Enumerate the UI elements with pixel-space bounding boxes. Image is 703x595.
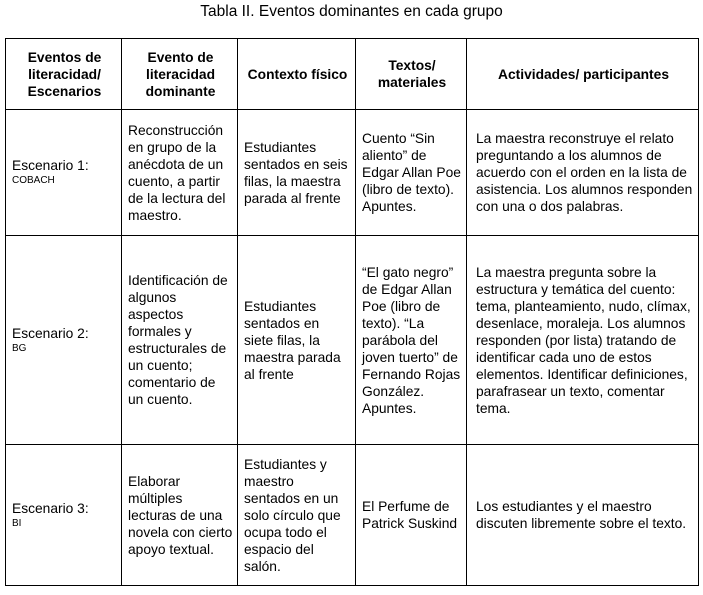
actividades-cell: Los estudiantes y el maestro discuten libremente sobre el texto.: [467, 445, 699, 586]
events-table: [5, 38, 699, 586]
escenario-cell: [6, 236, 122, 445]
contexto-cell: Estudiantes sentados en siete filas, la maestra parada al frente: [238, 236, 356, 445]
grupo-label: COBACH: [12, 175, 55, 186]
actividades-cell: La maestra reconstruye el relato preguntando a los alumnos de acuerdo con el orden en la lista de asistencia. Los alumnos responden con una o dos palabras.: [467, 110, 699, 236]
table-row: [6, 445, 699, 586]
escenario-label: Escenario 3:: [12, 500, 89, 516]
header-evento: Evento de literacidad dominante: [122, 39, 238, 110]
header-escenarios: Eventos de literacidad/ Escenarios: [6, 39, 122, 110]
contexto-cell: Estudiantes y maestro sentados en un solo círculo que ocupa todo el espacio del salón.: [238, 445, 356, 586]
table-caption: Tabla II. Eventos dominantes en cada grupo: [200, 3, 503, 20]
grupo-label: BG: [12, 342, 27, 354]
header-contexto: Contexto físico: [238, 39, 356, 110]
evento-cell: Identificación de algunos aspectos formales y estructurales de un cuento; comentario de un cuento.: [122, 236, 238, 445]
grupo-label: BI: [12, 517, 22, 529]
table-row: [6, 110, 699, 236]
escenario-label: Escenario 1:: [12, 158, 89, 173]
escenario-cell: [6, 445, 122, 586]
contexto-cell: Estudiantes sentados en seis filas, la maestra parada al frente: [238, 110, 356, 236]
table-header-row: [6, 39, 699, 110]
actividades-cell: La maestra pregunta sobre la estructura y temática del cuento: tema, planteamiento, nudo, clímax, desenlace, moraleja. Los alumnos responden (por lista) tratando de identificar cada uno de estos elementos. Identificar definiciones, parafrasear un texto, comentar tema.: [467, 236, 699, 445]
escenario-label: Escenario 2:: [12, 325, 89, 341]
textos-cell: El Perfume de Patrick Suskind: [356, 445, 467, 586]
textos-cell: Cuento “Sin aliento” de Edgar Allan Poe (libro de texto). Apuntes.: [356, 110, 467, 236]
header-textos: Textos/ materiales: [356, 39, 467, 110]
textos-cell: “El gato negro” de Edgar Allan Poe (libro de texto). “La parábola del joven tuerto” de Fernando Rojas González. Apuntes.: [356, 236, 467, 445]
header-actividades: Actividades/ participantes: [467, 39, 699, 110]
evento-cell: Elaborar múltiples lecturas de una novela con cierto apoyo textual.: [122, 445, 238, 586]
escenario-cell: [6, 110, 122, 236]
evento-cell: Reconstrucción en grupo de la anécdota de un cuento, a partir de la lectura del maestro.: [122, 110, 238, 236]
table-row: [6, 236, 699, 445]
